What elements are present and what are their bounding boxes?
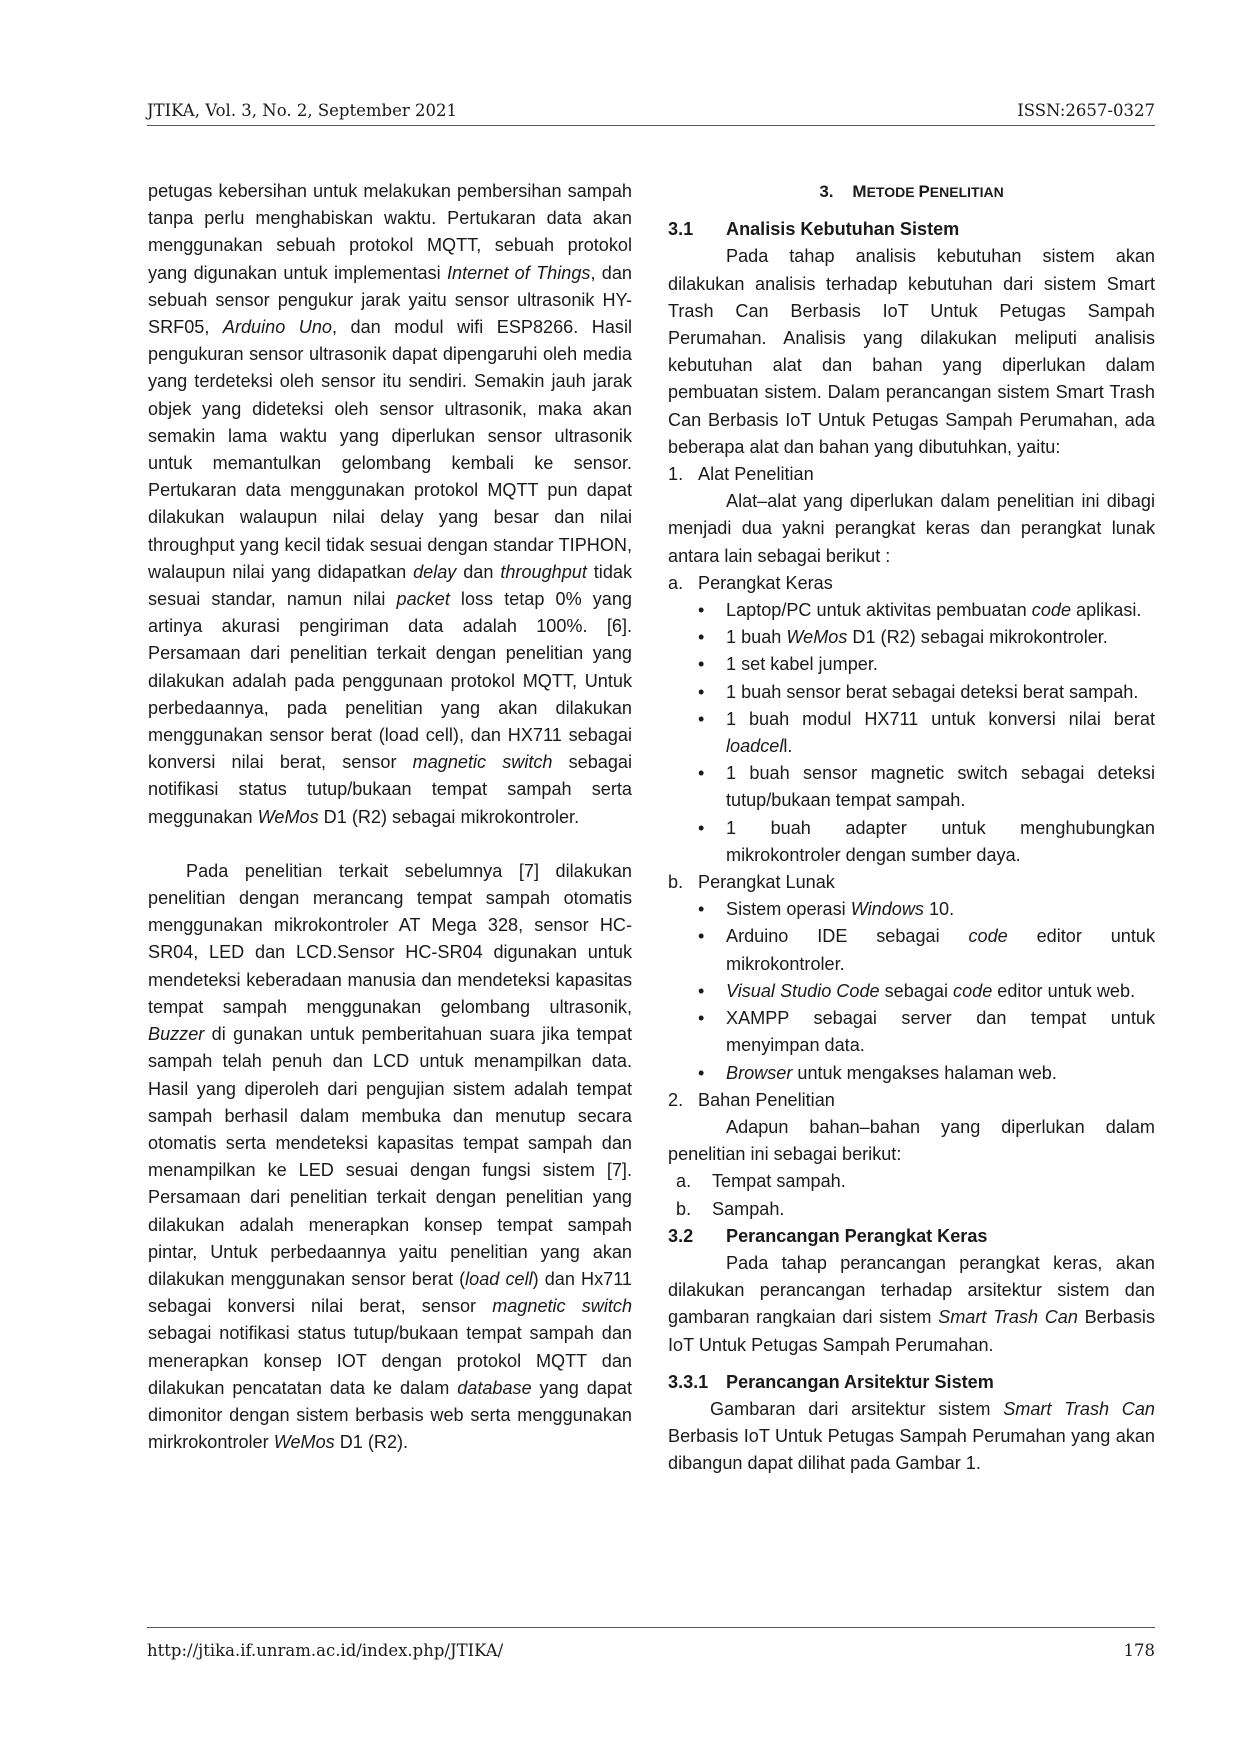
bullet-item: • Arduino IDE sebagai code editor untuk mikrokontroler. bbox=[698, 926, 1155, 974]
bullet-item: • XAMPP sebagai server dan tempat untuk menyimpan data. bbox=[698, 1008, 1155, 1056]
subsection-heading-3-1: 3.1 Analisis Kebutuhan Sistem bbox=[668, 219, 960, 240]
issn-label: ISSN:2657-0327 bbox=[1017, 101, 1155, 120]
bullet-item: • 1 buah WeMos D1 (R2) sebagai mikrokontroler. bbox=[698, 627, 1108, 648]
bullet-item: • 1 buah sensor berat sebagai deteksi berat sampah. bbox=[698, 681, 1139, 702]
list-item-perangkat-lunak: b. Perangkat Lunak bbox=[668, 872, 835, 893]
bullet-item: • 1 buah modul HX711 untuk konversi nilai berat loadcell. bbox=[698, 708, 1155, 757]
right-column bbox=[668, 178, 1155, 1478]
paragraph-related-work-1: petugas kebersihan untuk melakukan pembersihan sampah tanpa perlu menghabiskan waktu. Pertukaran data akan menggunakan sebuah protokol MQTT, sebuah protokol yang digunakan untuk implementasi Internet of Things, dan sebuah sensor pengukur jarak yaitu sensor ultrasonik HY-SRF05, Arduino Uno, dan modul wifi ESP8266. Hasil pengukuran sensor ultrasonik dapat dipengaruhi oleh media yang terdeteksi oleh sensor itu sendiri. Semakin jauh jarak objek yang dideteksi oleh sensor ultrasonik, maka akan semakin lama waktu yang diperlukan sensor ultrasonik untuk memantulkan gelombang kembali ke sensor. Pertukaran data menggunakan protokol MQTT pun dapat dilakukan walaupun nilai delay yang besar dan nilai throughput yang kecil tidak sesuai dengan standar TIPHON, walaupun nilai yang didapatkan delay dan throughput tidak sesuai standar, namun nilai packet loss tetap 0% yang artinya akurasi pengiriman data adalah 100%. [6]. Persamaan dari penelitian terkait dengan penelitian yang dilakukan adalah pada penggunaan protokol MQTT, Untuk perbedaannya, pada penelitian yang akan dilakukan menggunakan sensor berat (load cell), dan HX711 sebagai konversi nilai berat, sensor magnetic switch sebagai notifikasi status tutup/bukaan tempat sampah serta meggunakan WeMos D1 (R2) sebagai mikrokontroler. bbox=[148, 181, 633, 827]
journal-url[interactable]: http://jtika.if.unram.ac.id/index.php/JTIKA/ bbox=[147, 1641, 504, 1660]
paragraph-alat: Alat–alat yang diperlukan dalam penelitian ini dibagi menjadi dua yakni perangkat keras dan perangkat lunak antara lain sebagai berikut : bbox=[668, 491, 1155, 566]
bullet-item: • Sistem operasi Windows 10. bbox=[698, 899, 955, 920]
footer-rule bbox=[147, 1627, 1155, 1628]
section-heading: 3. METODE PENELITIAN bbox=[819, 182, 1004, 201]
paragraph-architecture: Gambaran dari arsitektur sistem Smart Trash Can Berbasis IoT Untuk Petugas Sampah Perumahan yang akan dibangun dapat dilihat pada Gambar 1. bbox=[668, 1398, 1155, 1474]
bullet-item: • Laptop/PC untuk aktivitas pembuatan code aplikasi. bbox=[698, 600, 1142, 621]
bullet-item: • Browser untuk mengakses halaman web. bbox=[698, 1062, 1057, 1083]
journal-citation: JTIKA, Vol. 3, No. 2, September 2021 bbox=[147, 101, 457, 120]
bullet-item: • 1 buah adapter untuk menghubungkan mikrokontroler dengan sumber daya. bbox=[698, 817, 1155, 865]
list-item: b. Sampah. bbox=[676, 1198, 785, 1219]
header-rule bbox=[147, 125, 1155, 126]
page-header bbox=[147, 101, 1155, 127]
bullet-item: • 1 set kabel jumper. bbox=[698, 654, 878, 675]
page-number: 178 bbox=[1123, 1641, 1155, 1660]
left-column bbox=[148, 178, 632, 1456]
bullet-item: • 1 buah sensor magnetic switch sebagai deteksi tutup/bukaan tempat sampah. bbox=[698, 763, 1155, 811]
list-item-perangkat-keras: a. Perangkat Keras bbox=[668, 572, 833, 593]
list-item-bahan: 2. Bahan Penelitian bbox=[668, 1089, 835, 1110]
list-item: a. Tempat sampah. bbox=[676, 1171, 846, 1192]
paragraph-analysis: Pada tahap analisis kebutuhan sistem akan dilakukan analisis terhadap kebutuhan dari sistem Smart Trash Can Berbasis IoT Untuk Petugas Sampah Perumahan. Analisis yang dilakukan meliputi analisis kebutuhan alat dan bahan yang diperlukan dalam pembuatan sistem. Dalam perancangan sistem Smart Trash Can Berbasis IoT Untuk Petugas Sampah Perumahan, ada beberapa alat dan bahan yang dibutuhkan, yaitu: bbox=[668, 246, 1155, 457]
list-item-alat: 1. Alat Penelitian bbox=[668, 464, 814, 485]
paragraph-hardware-design: Pada tahap perancangan perangkat keras, akan dilakukan perancangan terhadap arsitektur sistem dan gambaran rangkaian dari sistem Smart Trash Can Berbasis IoT Untuk Petugas Sampah Perumahan. bbox=[668, 1252, 1155, 1355]
paragraph-related-work-2: Pada penelitian terkait sebelumnya [7] dilakukan penelitian dengan merancang tempat sampah otomatis menggunakan mikrokontroler AT Mega 328, sensor HC-SR04, LED dan LCD.Sensor HC-SR04 digunakan untuk mendeteksi keberadaan manusia dan mendeteksi kapasitas tempat sampah menggunakan gelombang ultrasonik, Buzzer di gunakan untuk pemberitahuan suara jika tempat sampah telah penuh dan LCD untuk menampilkan data. Hasil yang diperoleh dari pengujian sistem adalah tempat sampah berhasil dalam membuka dan menutup secara otomatis serta mendeteksi kapasitas tempat sampah dan menampilkan ke LED sesuai dengan fungsi sistem [7]. Persamaan dari penelitian terkait dengan penelitian yang dilakukan adalah menerapkan konsep tempat sampah pintar, Untuk perbedaannya yaitu penelitian yang akan dilakukan menggunakan sensor berat (load cell) dan Hx711 sebagai konversi nilai berat, sensor magnetic switch sebagai notifikasi status tutup/bukaan tempat sampah dan menerapkan konsep IOT dengan protokol MQTT dan dilakukan pencatatan data ke dalam database yang dapat dimonitor dengan sistem berbasis web serta menggunakan mirkrokontroler WeMos D1 (R2). bbox=[148, 860, 633, 1453]
paragraph-bahan: Adapun bahan–bahan yang diperlukan dalam penelitian ini sebagai berikut: bbox=[668, 1116, 1155, 1165]
subsection-heading-3-3-1: 3.3.1 Perancangan Arsitektur Sistem bbox=[668, 1371, 994, 1392]
bullet-item: • Visual Studio Code sebagai code editor untuk web. bbox=[698, 980, 1136, 1001]
subsection-heading-3-2: 3.2 Perancangan Perangkat Keras bbox=[668, 1225, 988, 1246]
